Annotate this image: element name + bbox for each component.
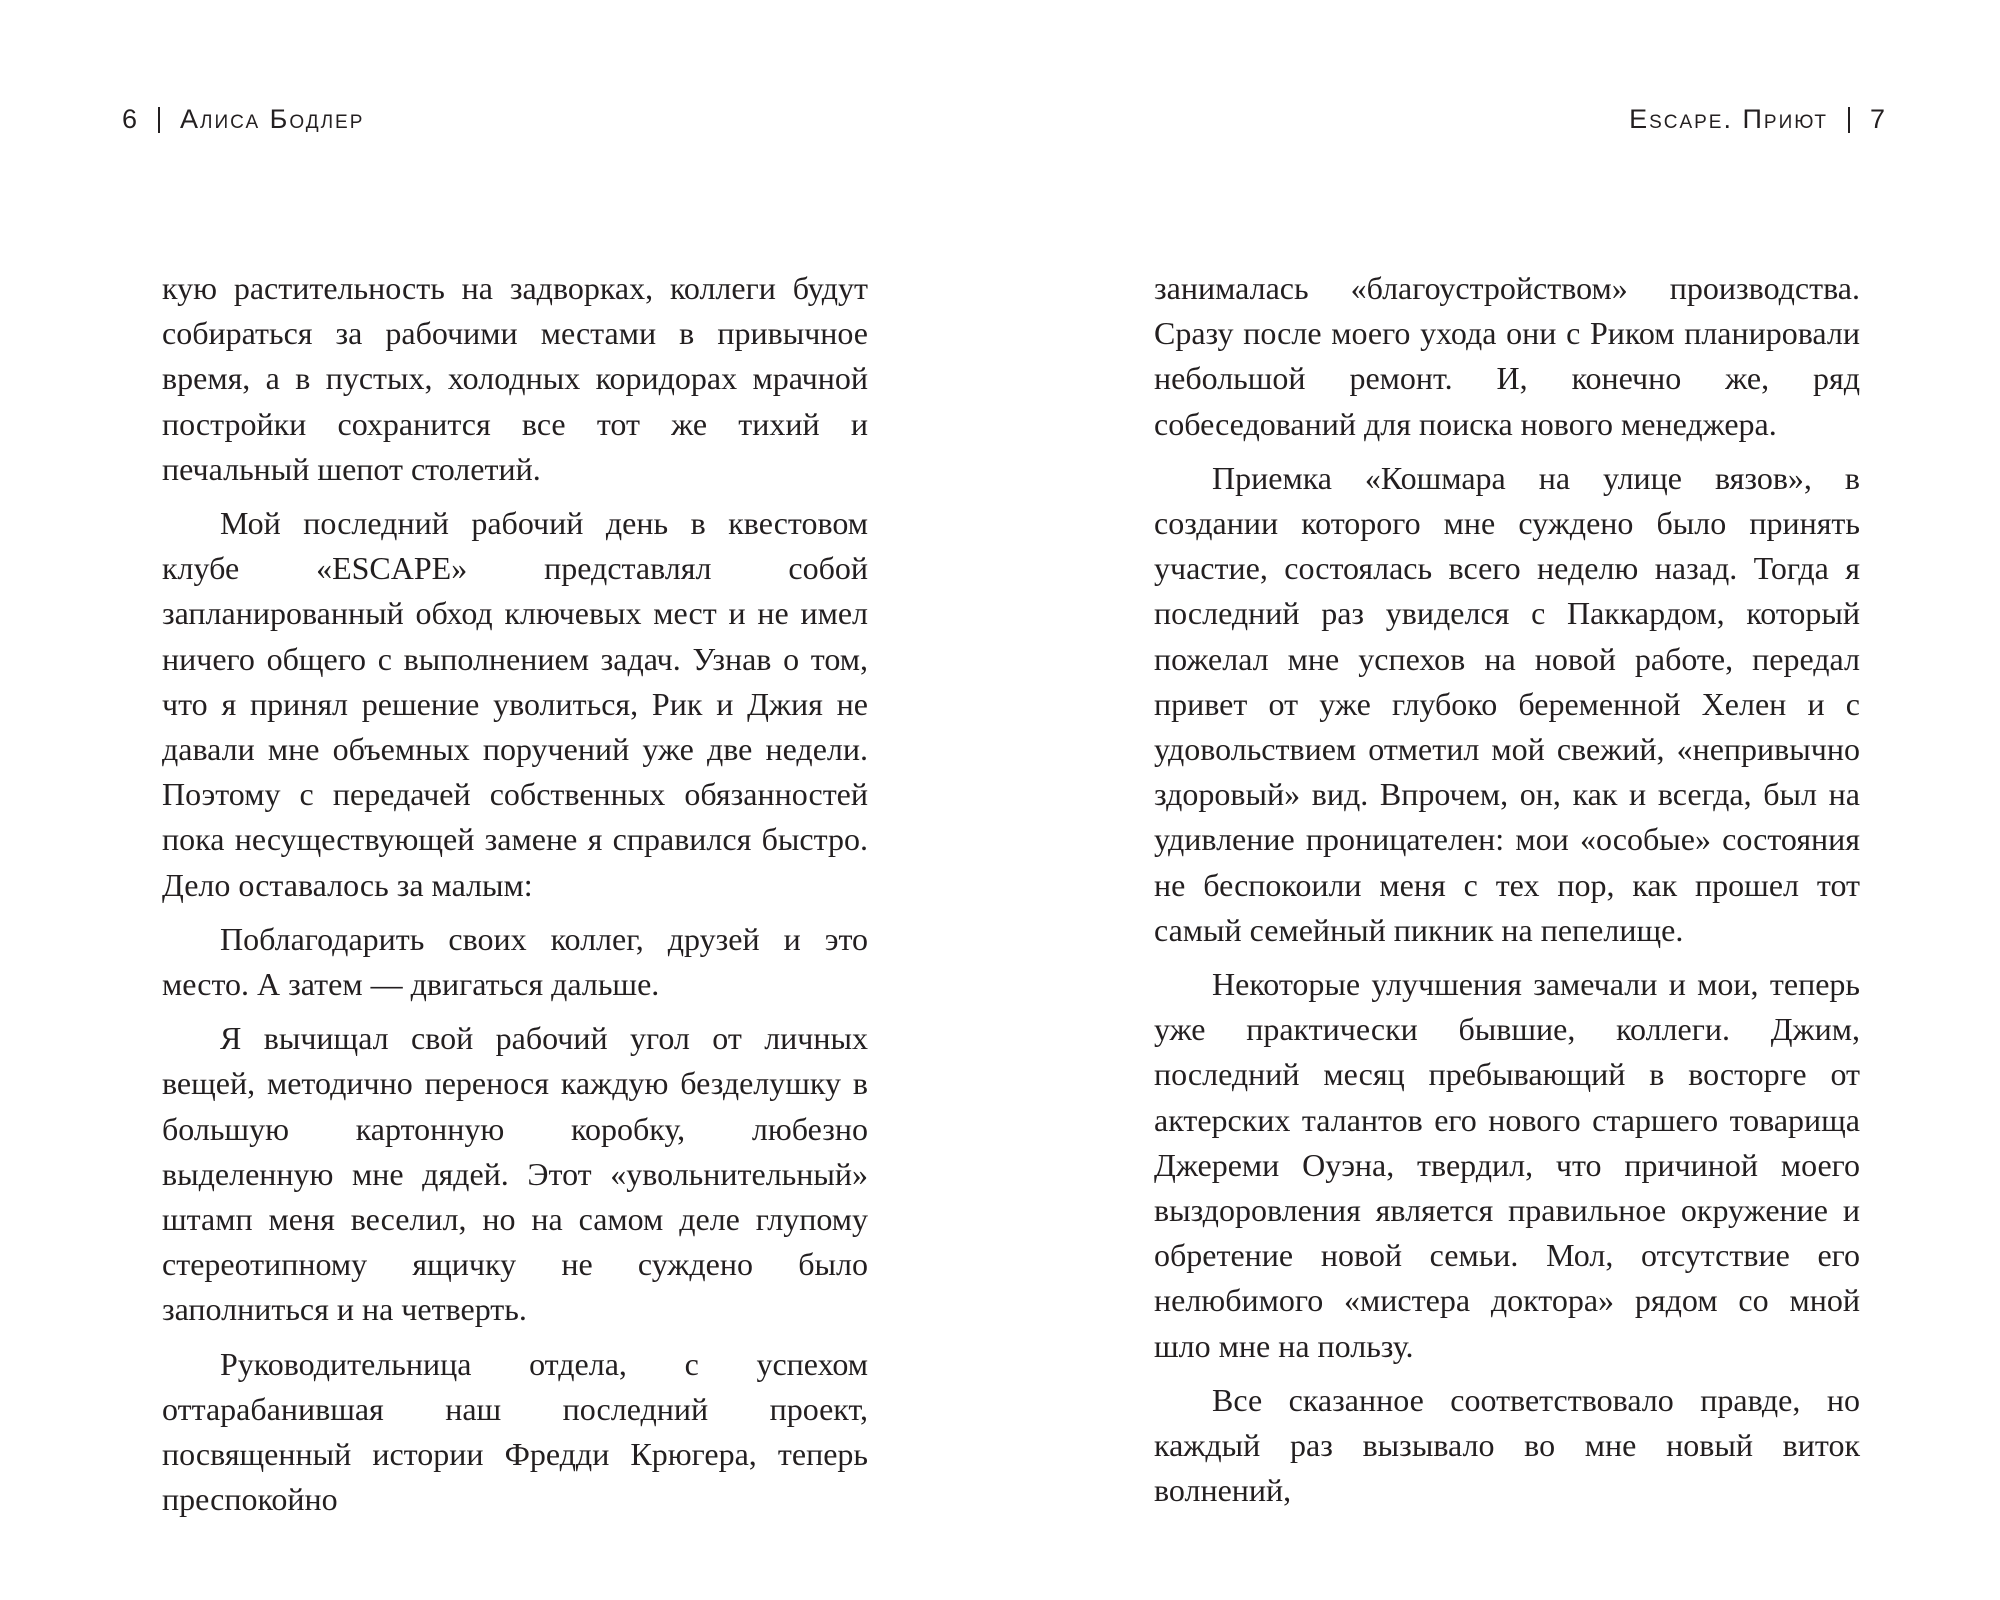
paragraph: кую растительность на задворках, коллеги будут собираться за рабочими местами в привычное время, а в пустых, холодных коридорах мрачной постройки сохранится все тот же тихий и печальный шепот столетий. <box>162 270 868 487</box>
left-running-head <box>122 104 364 135</box>
paragraph: Я вычищал свой рабочий угол от личных вещей, методично перенося каждую безделушку в большую картонную коробку, любезно выделенную мне дядей. Этот «увольнительный» штамп меня веселил, но на самом деле глупому стереотипному ящичку не суждено было заполниться и на четверть. <box>162 1020 868 1328</box>
left-page-body <box>162 266 868 1531</box>
header-separator <box>1848 107 1850 133</box>
right-page <box>1000 0 2000 1600</box>
author-name: Алиса Бодлер <box>180 104 365 134</box>
paragraph: Приемка «Кошмара на улице вязов», в создании которого мне суждено было принять участие, состоялась всего неделю назад. Тогда я последний раз увиделся с Паккардом, который пожелал мне успехов на новой работе, передал привет от уже глубоко беременной Хелен и с удовольствием отметил мой свежий, «непривычно здоровый» вид. Впрочем, он, как и всегда, был на удивление проницателен: мои «особые» состояния не беспокоили меня с тех пор, как прошел тот самый семейный пикник на пепелище. <box>1154 459 1860 948</box>
right-running-head <box>1629 104 1886 135</box>
paragraph: занималась «благоустройством» производства. Сразу после моего ухода они с Риком планировали небольшой ремонт. И, конечно же, ряд собеседований для поиска нового менеджера. <box>1154 270 1860 442</box>
book-title: Escape. Приют <box>1629 104 1828 134</box>
paragraph: Некоторые улучшения замечали и мои, теперь уже практически бывшие, коллеги. Джим, последний месяц пребывающий в восторге от актерских талантов его нового старшего товарища Джереми Оуэна, твердил, что причиной моего выздоровления является правильное окружение и обретение новой семьи. Мол, отсутствие его нелюбимого «мистера доктора» рядом со мной шло мне на пользу. <box>1154 966 1860 1364</box>
paragraph: Мой последний рабочий день в квестовом клубе «ESCAPE» представлял собой запланированный обход ключевых мест и не имел ничего общего с выполнением задач. Узнав о том, что я принял решение уволиться, Рик и Джия не давали мне объемных поручений уже две недели. Поэтому с передачей собственных обязанностей пока несуществующей замене я справился быстро. Дело оставалось за малым: <box>162 505 868 903</box>
paragraph: Руководительница отдела, с успехом оттарабанившая наш последний проект, посвященный истории Фредди Крюгера, теперь преспокойно <box>162 1345 868 1518</box>
paragraph: Поблагодарить своих коллег, друзей и это место. А затем — двигаться дальше. <box>162 920 868 1003</box>
right-page-number: 7 <box>1869 104 1886 134</box>
paragraph: Все сказанное соответствовало правде, но каждый раз вызывало во мне новый виток волнений, <box>1154 1381 1860 1509</box>
left-page-number: 6 <box>122 104 139 134</box>
header-separator <box>158 107 160 133</box>
right-page-body <box>1154 266 1860 1522</box>
